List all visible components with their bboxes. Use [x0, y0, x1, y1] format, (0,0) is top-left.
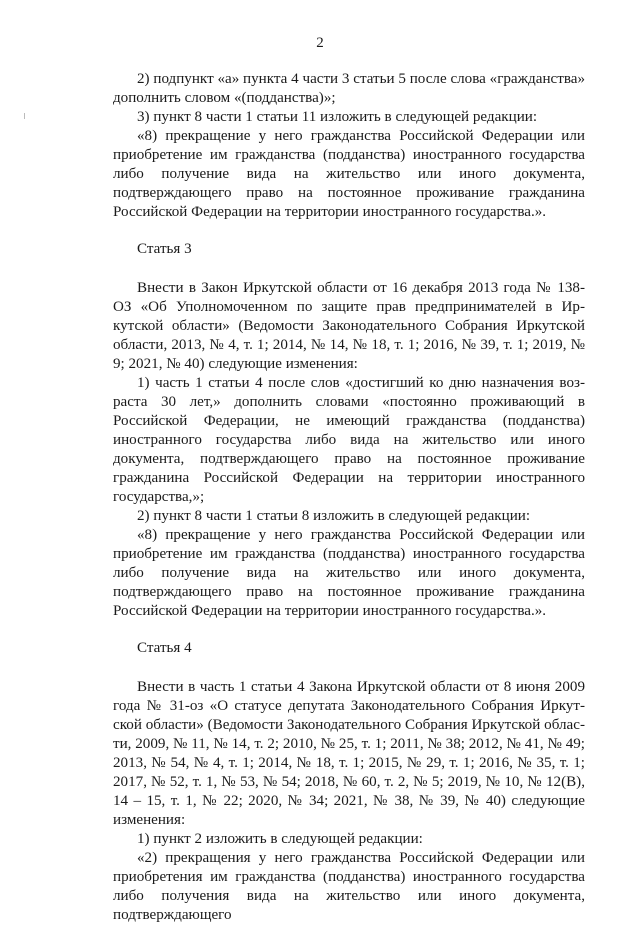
scan-mark: [24, 113, 25, 119]
paragraph-intro-2: 3) пункт 8 части 1 статьи 11 изложить в следующей редакции:: [137, 109, 538, 125]
article-4-paragraph-1: Внести в часть 1 статьи 4 Закона Иркутской области от 8 июня 2009 года № 31-оз «О статусе депутата Законодательного Собрания Иркутской области» (Ведомости Законодательного Собрания Иркутской области, 2009, № 11, № 14, т. 2; 2010, № 25, т. 1; 2011, № 38; 2012, № 41, № 49; 2013, № 54, № 4, т. 1; 2014, № 18, т. 1; 2015, № 29, т. 1; 2016, № 35, т. 1; 2017, № 52, т. 1, № 53, № 54; 2018, № 60, т. 2, № 5; 2019, № 10, № 12(В), 14 – 15, т. 1, № 22; 2020, № 34; 2021, № 38, № 39, № 40) следующие изменения:: [113, 679, 585, 828]
article-4-heading: Статья 4: [137, 640, 192, 656]
article-4-paragraph-2: 1) пункт 2 изложить в следующей редакции:: [137, 831, 423, 847]
page-number: 2: [316, 35, 324, 51]
paragraph-intro-1: 2) подпункт «а» пункта 4 части 3 статьи 5 после слова «гражданства» дополнить словом «(подданства)»;: [113, 71, 585, 106]
article-4-paragraph-3: «2) прекращения у него гражданства Российской Федерации или приобретения им гражданства (подданства) иностранного государства либо получения вида на жительство или иного документа, подтверждающего: [113, 850, 585, 923]
paragraph-intro-3: «8) прекращение у него гражданства Российской Федерации или приобретение им гражданства (подданства) иностранного государства либо получение вида на жительство или иного документа, подтверждающего право на постоянное проживание гражданина Российской Федерации на территории иностранного государства.».: [113, 128, 585, 220]
document-body: [113, 70, 585, 925]
article-3-heading: Статья 3: [137, 241, 192, 257]
article-3-paragraph-1: Внести в Закон Иркутской области от 16 декабря 2013 года № 138-ОЗ «Об Уполномоченном по защите прав предпринимателей в Иркутской области» (Ведомости Законодательного Собрания Иркутской области, 2013, № 4, т. 1; 2014, № 14, № 18, т. 1; 2016, № 39, т. 1; 2019, № 9; 2021, № 40) следующие изменения:: [113, 280, 585, 372]
article-3-paragraph-2: 1) часть 1 статьи 4 после слов «достигший ко дню назначения возраста 30 лет,» дополнить словами «постоянно проживающий в Российской Федерации, не имеющий гражданства (подданства) иностранного государства либо вида на жительство или иного документа, подтверждающего право на постоянное проживание гражданина Российской Федерации на территории иностранного государства,»;: [113, 375, 585, 505]
article-3-paragraph-4: «8) прекращение у него гражданства Российской Федерации или приобретение им гражданства (подданства) иностранного государства либо получение вида на жительство или иного документа, подтверждающего право на постоянное проживание гражданина Российской Федерации на территории иностранного государства.».: [113, 527, 585, 619]
article-3-paragraph-3: 2) пункт 8 части 1 статьи 8 изложить в следующей редакции:: [137, 508, 531, 524]
